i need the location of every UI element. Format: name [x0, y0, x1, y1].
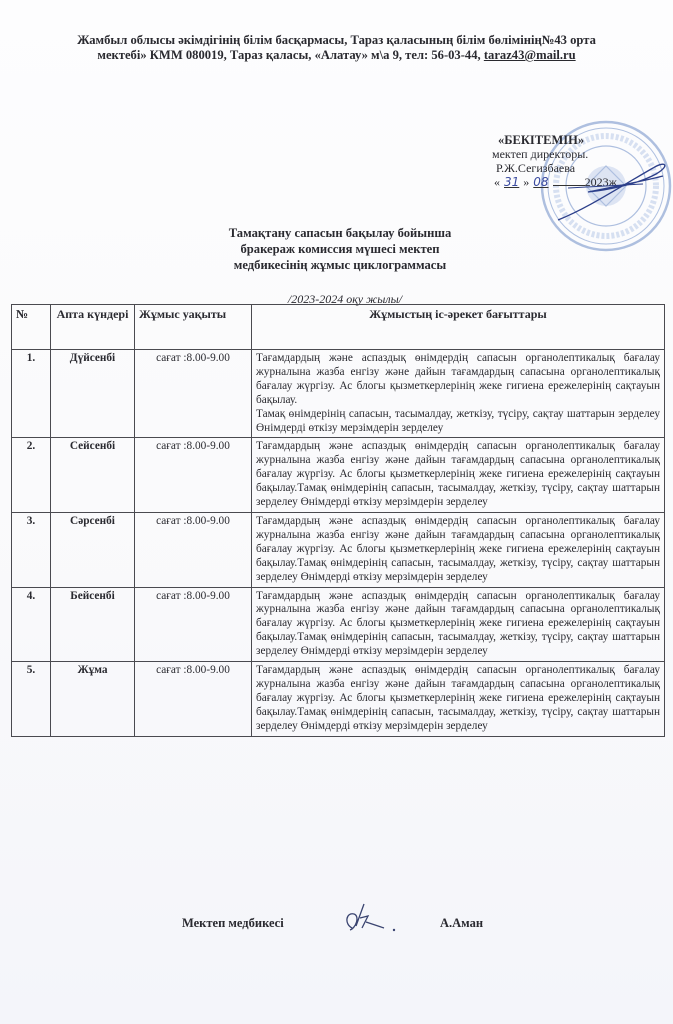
title-line-2: бракераж комиссия мүшесі мектеп	[240, 242, 440, 256]
signatory-name: А.Аман	[440, 916, 484, 930]
row-number: 3.	[12, 512, 51, 587]
letterhead	[30, 33, 643, 63]
letterhead-line-2	[30, 48, 643, 63]
date-quote-close: »	[523, 175, 530, 189]
email-link[interactable]: taraz43@mail.ru	[483, 48, 576, 62]
row-weekday: Сейсенбі	[51, 438, 135, 513]
title-line-3: медбикесінің жұмыс циклограммасы	[233, 258, 447, 272]
row-work-time: сағат :8.00-9.00	[135, 587, 252, 662]
approval-position: мектеп директоры.	[492, 147, 589, 161]
header-activity: Жұмыстың іс-әрекет бағыттары	[252, 305, 665, 350]
row-number: 1.	[12, 350, 51, 438]
table-header-row	[12, 305, 665, 350]
row-number: 5.	[12, 662, 51, 737]
approval-name: Р.Ж.Сегизбаева	[496, 161, 576, 175]
row-weekday: Бейсенбі	[51, 587, 135, 662]
cyclogram-table	[11, 304, 665, 737]
row-work-time: сағат :8.00-9.00	[135, 512, 252, 587]
activity-text: Тағамдардың және аспаздық өнімдердің сапасын органолептикалық бағалау журналына жазба енгізу және дайын тағамдардың сапасына органолептикалық бағалау жүргізу. Ас блогы қызметкерлерінің жеке гигиена ережелерінің сақтауын бақылау.Тамақ өнімдерінің сапасын, тасымалдау, жеткізу, түсіру, сақтау шаттарын зерделеу Өнімдерді өткізу мерзімдерін зерделеу	[256, 589, 660, 658]
table-row	[12, 512, 665, 587]
row-number: 2.	[12, 438, 51, 513]
date-month: 08	[533, 175, 549, 189]
table-row	[12, 350, 665, 438]
academic-year: /2023-2024 оқу жылы/	[287, 292, 403, 306]
header-number: №	[12, 305, 51, 350]
letterhead-line-1: Жамбыл облысы әкімдігінің білім басқармасы, Тараз қаласының білім бөлімінің№43 орта	[77, 33, 596, 47]
activity-text-part-2: Тамақ өнімдерінің сапасын, тасымалдау, жеткізу, түсіру, сақтау шаттарын зерделеу Өнімдерді өткізу мерзімдерін зерделеу	[256, 407, 660, 434]
table-row	[12, 662, 665, 737]
title-line-1: Тамақтану сапасын бақылау бойынша	[228, 226, 452, 240]
row-activity	[252, 438, 665, 513]
director-signature-icon	[548, 148, 673, 238]
row-work-time: сағат :8.00-9.00	[135, 438, 252, 513]
table-row	[12, 438, 665, 513]
date-quote-open: «	[494, 175, 500, 189]
row-activity	[252, 350, 665, 438]
row-activity	[252, 587, 665, 662]
row-weekday: Сәрсенбі	[51, 512, 135, 587]
row-number: 4.	[12, 587, 51, 662]
row-work-time: сағат :8.00-9.00	[135, 662, 252, 737]
activity-text: Тағамдардың және аспаздық өнімдердің сапасын органолептикалық бағалау журналына жазба енгізу және дайын тағамдардың сапасына органолептикалық бағалау жүргізу. Ас блогы қызметкерлерінің жеке гигиена ережелерінің сақтауын бақылау.Тамақ өнімдерінің сапасын, тасымалдау, жеткізу, түсіру, сақтау шаттарын зерделеу Өнімдерді өткізу мерзімдерін зерделеу	[256, 664, 660, 732]
approval-title: «БЕКІТЕМІН»	[498, 133, 585, 147]
activity-text: Тағамдардың және аспаздық өнімдердің сапасын органолептикалық бағалау журналына жазба енгізу және дайын тағамдардың сапасына органолептикалық бағалау жүргізу. Ас блогы қызметкерлерінің жеке гигиена ережелерінің сақтауын бақылау.Тамақ өнімдерінің сапасын, тасымалдау, жеткізу, түсіру, сақтау шаттарын зерделеу Өнімдерді өткізу мерзімдерін зерделеу	[256, 440, 660, 509]
activity-text-part-1: Тағамдардың және аспаздық өнімдердің сапасын органолептикалық бағалау журналына жазба енгізу және дайын тағамдардың сапасына органолептикалық бағалау жүргізу. Ас блогы қызметкерлерінің жеке гигиена ережелерінің сақтауын бақылау.	[256, 352, 660, 406]
row-activity	[252, 662, 665, 737]
document-title	[150, 225, 530, 273]
row-weekday: Дүйсенбі	[51, 350, 135, 438]
row-weekday: Жұма	[51, 662, 135, 737]
row-activity	[252, 512, 665, 587]
row-work-time: сағат :8.00-9.00	[135, 350, 252, 438]
signatory-role: Мектеп медбикесі	[182, 916, 284, 930]
table-row	[12, 587, 665, 662]
header-weekday: Апта күндері	[51, 305, 135, 350]
nurse-signature-icon	[340, 898, 400, 938]
letterhead-address: мектебі» КММ 080019, Тараз қаласы, «Алатау» м\а 9, тел: 56-03-44,	[97, 48, 484, 62]
activity-text: Тағамдардың және аспаздық өнімдердің сапасын органолептикалық бағалау журналына жазба енгізу және дайын тағамдардың сапасына органолептикалық бағалау жүргізу. Ас блогы қызметкерлерінің жеке гигиена ережелерінің сақтауын бақылау.Тамақ өнімдерінің сапасын, тасымалдау, жеткізу, түсіру, сақтау шаттарын зерделеу Өнімдерді өткізу мерзімдерін зерделеу	[256, 514, 660, 583]
date-year: 2023ж	[584, 175, 617, 189]
date-day: 31	[504, 175, 520, 189]
header-work-time: Жұмыс уақыты	[135, 305, 252, 350]
